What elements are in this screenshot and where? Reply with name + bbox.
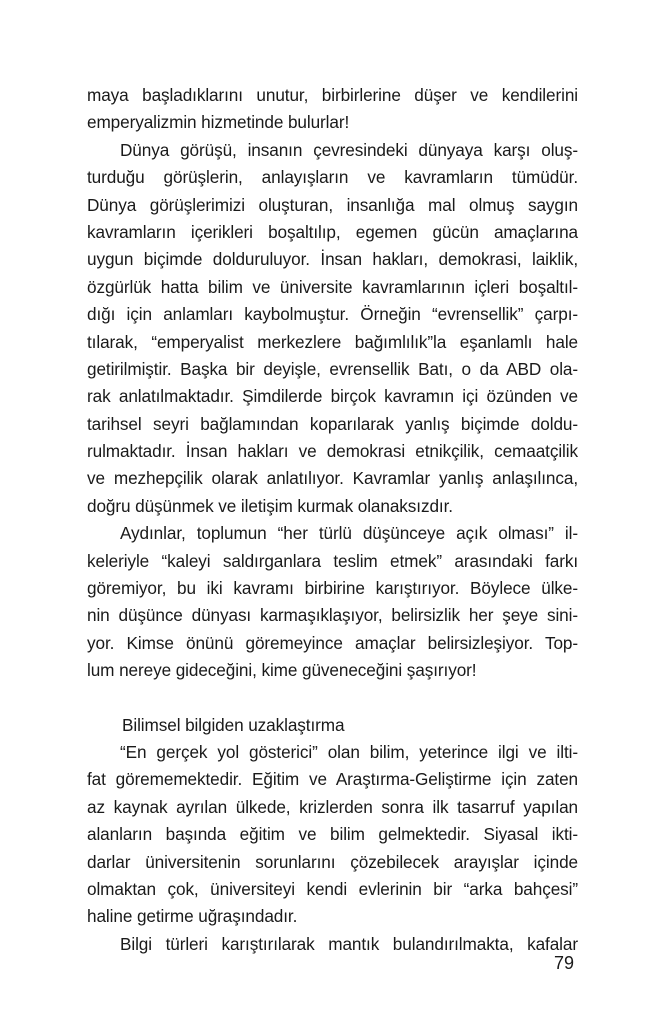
- text-line: olmaktan çok, üniversiteyi kendi evlerinin bir “arka bahçesi”: [87, 878, 578, 899]
- page-body: [87, 82, 578, 958]
- text-line: haline getirme uğraşındadır.: [87, 906, 298, 927]
- text-line: göremiyor, bu iki kavramı birbirine karıştırıyor. Böylece ülke-: [87, 578, 578, 599]
- text-line: emperyalizmin hizmetinde bulurlar!: [87, 112, 350, 133]
- text-line: fat görememektedir. Eğitim ve Araştırma-Geliştirme için zaten: [87, 769, 578, 790]
- page-number: 79: [553, 953, 574, 973]
- text-line: getirilmiştir. Başka bir deyişle, evrensellik Batı, o da ABD ola-: [87, 358, 578, 379]
- text-line: doğru düşünmek ve iletişim kurmak olanaksızdır.: [87, 495, 453, 516]
- section-heading: Bilimsel bilgiden uzaklaştırma: [122, 714, 345, 735]
- text-line: kavramların içerikleri boşaltılıp, egemen gücün amaçlarına: [87, 221, 578, 242]
- text-line: Aydınlar, toplumun “her türlü düşünceye açık olması” il-: [120, 523, 578, 544]
- text-line: alanların başında eğitim ve bilim gelmektedir. Siyasal ikti-: [87, 824, 578, 845]
- paragraph: [87, 82, 578, 137]
- text-line: “En gerçek yol gösterici” olan bilim, yeterince ilgi ve ilti-: [120, 741, 578, 762]
- text-line: Dünya görüşlerimizi oluşturan, insanlığa mal olmuş saygın: [87, 194, 578, 215]
- text-line: maya başladıklarını unutur, birbirlerine düşer ve kendilerini: [87, 85, 578, 105]
- text-line: rulmaktadır. İnsan hakları ve demokrasi etnikçilik, cemaatçilik: [87, 441, 578, 462]
- text-line: tarihsel seyri bağlamından koparılarak yanlış biçimde doldu-: [87, 413, 578, 434]
- text-line: rak anlatılmaktadır. Şimdilerde birçok kavramın içi özünden ve: [87, 386, 578, 407]
- text-line: özgürlük hatta bilim ve üniversite kavramlarının içleri boşaltıl-: [87, 276, 578, 297]
- text-line: yor. Kimse önünü göremeyince amaçlar belirsizleşiyor. Top-: [87, 632, 578, 653]
- paragraph: [87, 137, 578, 520]
- text-line: turduğu görüşlerin, anlayışların ve kavramların tümüdür.: [87, 167, 578, 188]
- text-line: ve mezhepçilik olarak anlatılıyor. Kavramlar yanlış anlaşılınca,: [87, 468, 578, 489]
- text-line: tılarak, “emperyalist merkezlere bağımlılık”la eşanlamlı hale: [87, 331, 578, 352]
- paragraph: [87, 739, 578, 931]
- text-line: az kaynak ayrılan ülkede, krizlerden sonra ilk tasarruf yapılan: [87, 796, 578, 817]
- paragraph: [87, 520, 578, 684]
- text-line: Dünya görüşü, insanın çevresindeki dünyaya karşı oluş-: [120, 139, 578, 160]
- text-line: nin düşünce dünyası karmaşıklaşıyor, belirsizlik her şeye sini-: [87, 605, 578, 626]
- text-line: lum nereye gideceğini, kime güveneceğini şaşırıyor!: [87, 660, 477, 681]
- text-line: uygun biçimde dolduruluyor. İnsan hakları, demokrasi, laiklik,: [87, 249, 578, 270]
- text-line: Bilgi türleri karıştırılarak mantık bulandırılmakta, kafalar: [120, 933, 578, 954]
- text-line: keleriyle “kaleyi saldırganlara teslim etmek” arasındaki farkı: [87, 550, 578, 571]
- text-line: darlar üniversitenin sorunlarını çözebilecek arayışlar içinde: [87, 851, 578, 872]
- paragraph: [87, 931, 578, 958]
- blank-line: [87, 685, 578, 712]
- text-line: dığı için anlamları kaybolmuştur. Örneğin “evrensellik” çarpı-: [87, 304, 578, 325]
